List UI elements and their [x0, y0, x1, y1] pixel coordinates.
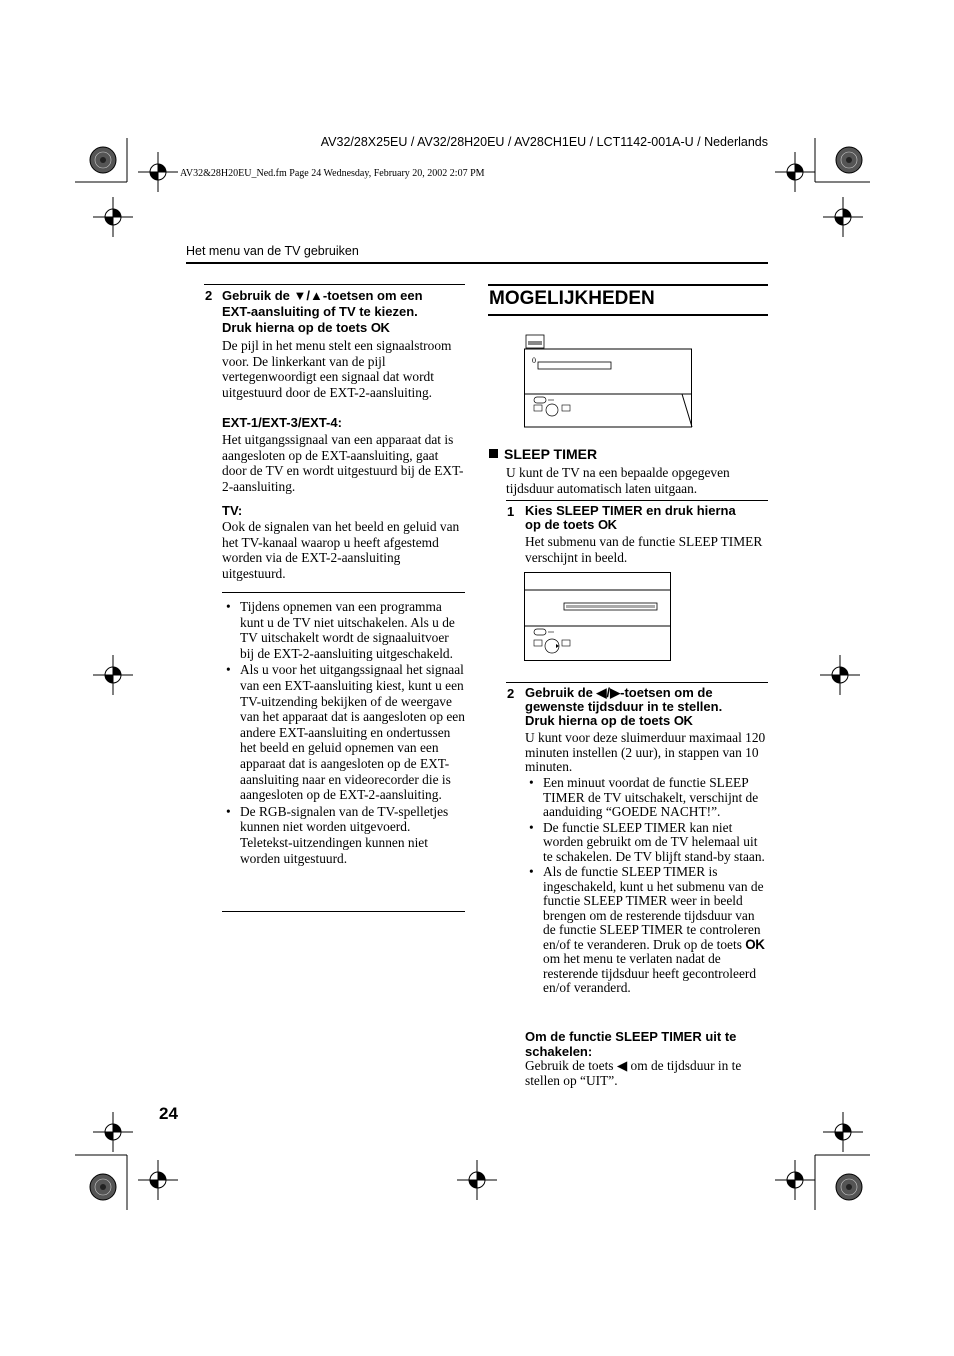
list-item: • Als de functie SLEEP TIMER is ingeschakeld, kunt u het submenu van de functie SLEEP TIMER weer in beeld brengen om de resterende tijdsduur van de functie SLEEP TIMER te controleren en/of te veranderen. Druk op de toets OK om het menu te verlaten nadat de resterende tijdsduur heeft gecontroleerd en/of veranderd. [525, 865, 768, 996]
tv-heading: TV: [222, 503, 243, 518]
off-heading: Om de functie SLEEP TIMER uit te schakelen: [525, 1029, 737, 1059]
step1-title: Kies SLEEP TIMER en druk hierna op de toets OK [525, 503, 736, 532]
notes-bottom-rule [222, 911, 465, 912]
ok-key-icon: OK [673, 713, 693, 728]
menu-screen-features [524, 332, 694, 428]
step2-title: Gebruik de ◀/▶-toetsen om de gewenste tijdsduur in te stellen. Druk hierna op de toets OK [525, 685, 723, 728]
ok-key-icon: OK [745, 936, 765, 952]
model-line: AV32/28X25EU / AV32/28H20EU / AV28CH1EU / LCT1142-001A-U / Nederlands [320, 135, 768, 149]
left-step-title: Gebruik de ▼/▲-toetsen om een EXT-aansluiting of TV te kiezen. Druk hierna op de toets OK [222, 288, 423, 335]
list-item: • Een minuut voordat de functie SLEEP TIMER de TV uitschakelt, verschijnt de aanduiding “GOEDE NACHT!”. [525, 776, 768, 820]
ok-key-icon: OK [370, 320, 390, 335]
title-top-rule [488, 284, 768, 286]
step1-rule [506, 500, 768, 501]
section-title: Het menu van de TV gebruiken [186, 244, 359, 258]
section-heading: MOGELIJKHEDEN [489, 288, 655, 309]
left-step-number: 2 [205, 288, 213, 303]
header-rule [186, 262, 768, 264]
ext-heading: EXT-1/EXT-3/EXT-4: [222, 415, 342, 430]
sleep-intro: U kunt de TV na een bepaalde opgegeven tijdsduur automatisch laten uitgaan. [506, 465, 730, 496]
off-text: Gebruik de toets ◀ om de tijdsduur in te stellen op “UIT”. [525, 1058, 742, 1088]
step2-bullets [525, 776, 768, 996]
step2-rule [506, 682, 768, 683]
sleep-timer-heading: SLEEP TIMER [489, 446, 597, 462]
ext-text: Het uitgangssignaal van een apparaat dat is aangesloten op de EXT-aansluiting, gaat door de TV en wordt uitgestuurd bij de EXT-2-aansluiting. [222, 432, 464, 494]
left-top-rule [204, 284, 465, 285]
title-bottom-rule [488, 314, 768, 316]
step2-text: U kunt voor deze sluimerduur maximaal 120 minuten instellen (2 uur), in stappen van 10 minuten. [525, 730, 766, 774]
notes-list [222, 599, 466, 866]
ok-key-icon: OK [597, 517, 617, 532]
list-item: • Als u voor het uitgangssignaal het signaal van een EXT-aansluiting kiest, kunt u een TV-uitzending bekijken of de weergave van het apparaat dat is aangesloten op een andere EXT-aansluiting en ondertussen het beeld en geluid opnemen van een apparaat dat is aangesloten op de EXT-aansluiting naar en videorecorder die is aangesloten op de EXT-2-aansluiting. [222, 662, 466, 802]
menu-screen-sleep-timer [524, 572, 674, 662]
list-item: • De RGB-signalen van de TV-spelletjes kunnen niet worden uitgevoerd. Teletekst-uitzendingen kunnen niet worden uitgestuurd. [222, 804, 466, 866]
notes-top-rule [222, 592, 465, 593]
step1-text: Het submenu van de functie SLEEP TIMER verschijnt in beeld. [525, 534, 763, 565]
square-bullet-icon [489, 449, 498, 458]
left-para1: De pijl in het menu stelt een signaalstroom voor. De linkerkant van de pijl vertegenwoordigt een signaal dat wordt uitgestuurd door de EXT-2-aansluiting. [222, 338, 452, 400]
file-info: AV32&28H20EU_Ned.fm Page 24 Wednesday, February 20, 2002 2:07 PM [180, 168, 485, 179]
tv-text: Ook de signalen van het beeld en geluid van het TV-kanaal waarop u heeft afgestemd worden via de EXT-2-aansluiting uitgestuurd. [222, 519, 460, 581]
step1-number: 1 [507, 504, 515, 519]
page-number: 24 [159, 1104, 178, 1123]
list-item: • De functie SLEEP TIMER kan niet worden gebruikt om de TV helemaal uit te schakelen. De TV blijft stand-by staan. [525, 821, 768, 865]
screen1-zero: 0 [532, 356, 536, 365]
step2-number: 2 [507, 686, 515, 701]
list-item: • Tijdens opnemen van een programma kunt u de TV niet uitschakelen. Als u de TV uitschakelt wordt de signaaluitvoer bij de EXT-2-aansluiting uitgeschakeld. [222, 599, 466, 661]
